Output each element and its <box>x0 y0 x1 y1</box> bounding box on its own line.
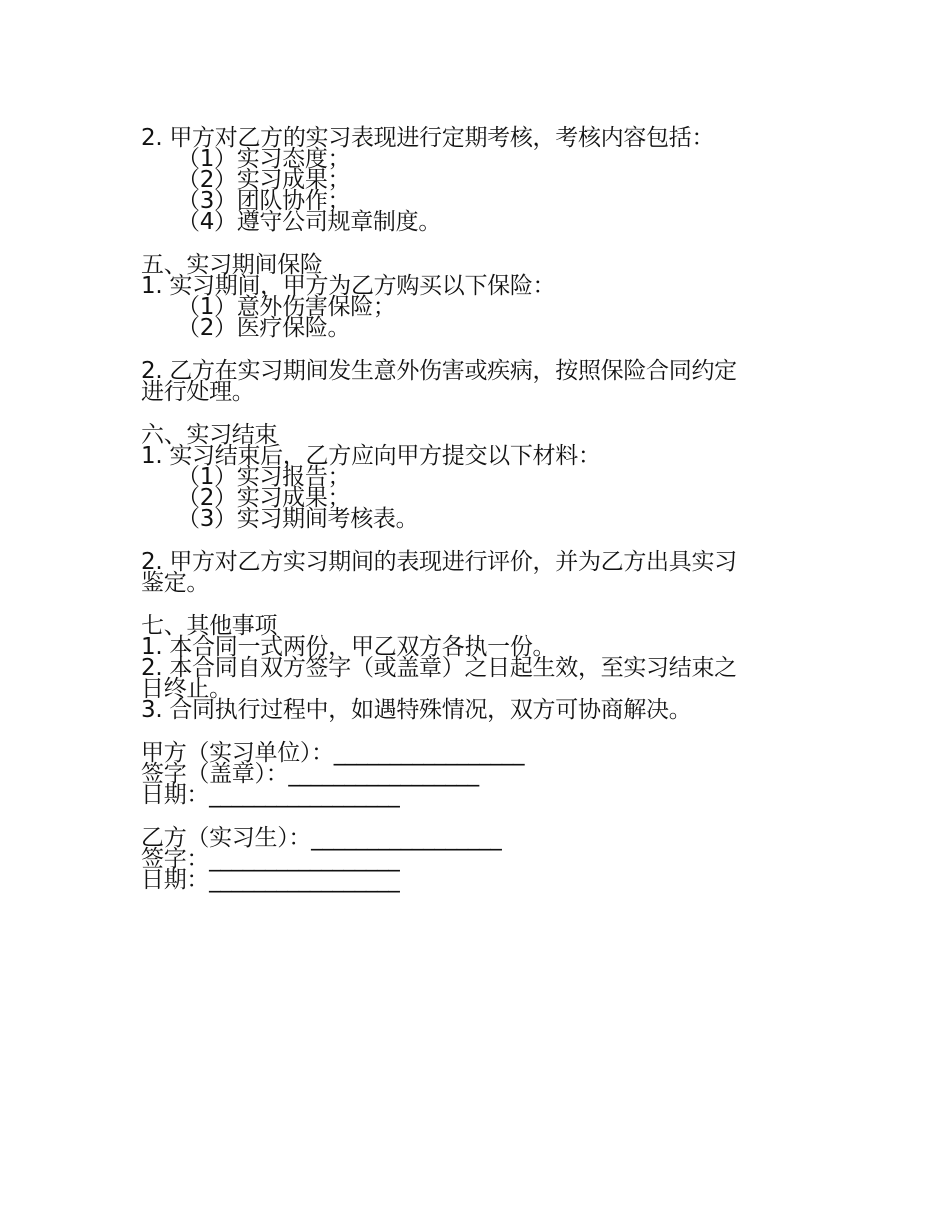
end-item-2-line-2: 鉴定。 <box>141 570 210 596</box>
party-a-unit-field: 甲方（实习单位）：_________________ <box>141 740 525 766</box>
insurance-sub-1: （1）意外伤害保险； <box>177 294 396 320</box>
document-body <box>141 125 801 893</box>
party-b-student-field: 乙方（实习生）：_________________ <box>141 825 502 851</box>
other-item-2-line-2: 日终止。 <box>141 676 232 702</box>
end-sub-3: （3）实习期间考核表。 <box>177 506 419 532</box>
party-a-date-field: 日期：_________________ <box>141 782 400 808</box>
assessment-sub-4: （4）遵守公司规章制度。 <box>177 209 442 235</box>
section-heading-end: 六、实习结束 <box>141 422 278 448</box>
insurance-item-2-line-2: 进行处理。 <box>141 379 255 405</box>
assessment-sub-1: （1）实习态度； <box>177 146 351 172</box>
other-item-3: 3. 合同执行过程中，如遇特殊情况，双方可协商解决。 <box>141 697 692 723</box>
assessment-sub-3: （3）团队协作； <box>177 188 351 214</box>
party-b-sign-field: 签字：_________________ <box>141 846 400 872</box>
party-b-date-field: 日期：_________________ <box>141 867 400 893</box>
insurance-sub-2: （2）医疗保险。 <box>177 315 351 341</box>
other-item-2-line-1: 2. 本合同自双方签字（或盖章）之日起生效，至实习结束之 <box>141 655 737 681</box>
assessment-sub-2: （2）实习成果； <box>177 167 351 193</box>
end-sub-2: （2）实习成果； <box>177 485 351 511</box>
party-a-sign-field: 签字（盖章）：_________________ <box>141 761 479 787</box>
assessment-item-2: 2. 甲方对乙方的实习表现进行定期考核，考核内容包括： <box>141 125 715 151</box>
end-item-2-line-1: 2. 甲方对乙方实习期间的表现进行评价，并为乙方出具实习 <box>141 549 737 575</box>
end-item-1: 1. 实习结束后，乙方应向甲方提交以下材料： <box>141 443 601 469</box>
insurance-item-2-line-1: 2. 乙方在实习期间发生意外伤害或疾病，按照保险合同约定 <box>141 358 737 384</box>
section-heading-insurance: 五、实习期间保险 <box>141 252 323 278</box>
insurance-item-1: 1. 实习期间，甲方为乙方购买以下保险： <box>141 273 556 299</box>
end-sub-1: （1）实习报告； <box>177 464 351 490</box>
other-item-1: 1. 本合同一式两份，甲乙双方各执一份。 <box>141 634 556 660</box>
section-heading-other: 七、其他事项 <box>141 613 278 639</box>
